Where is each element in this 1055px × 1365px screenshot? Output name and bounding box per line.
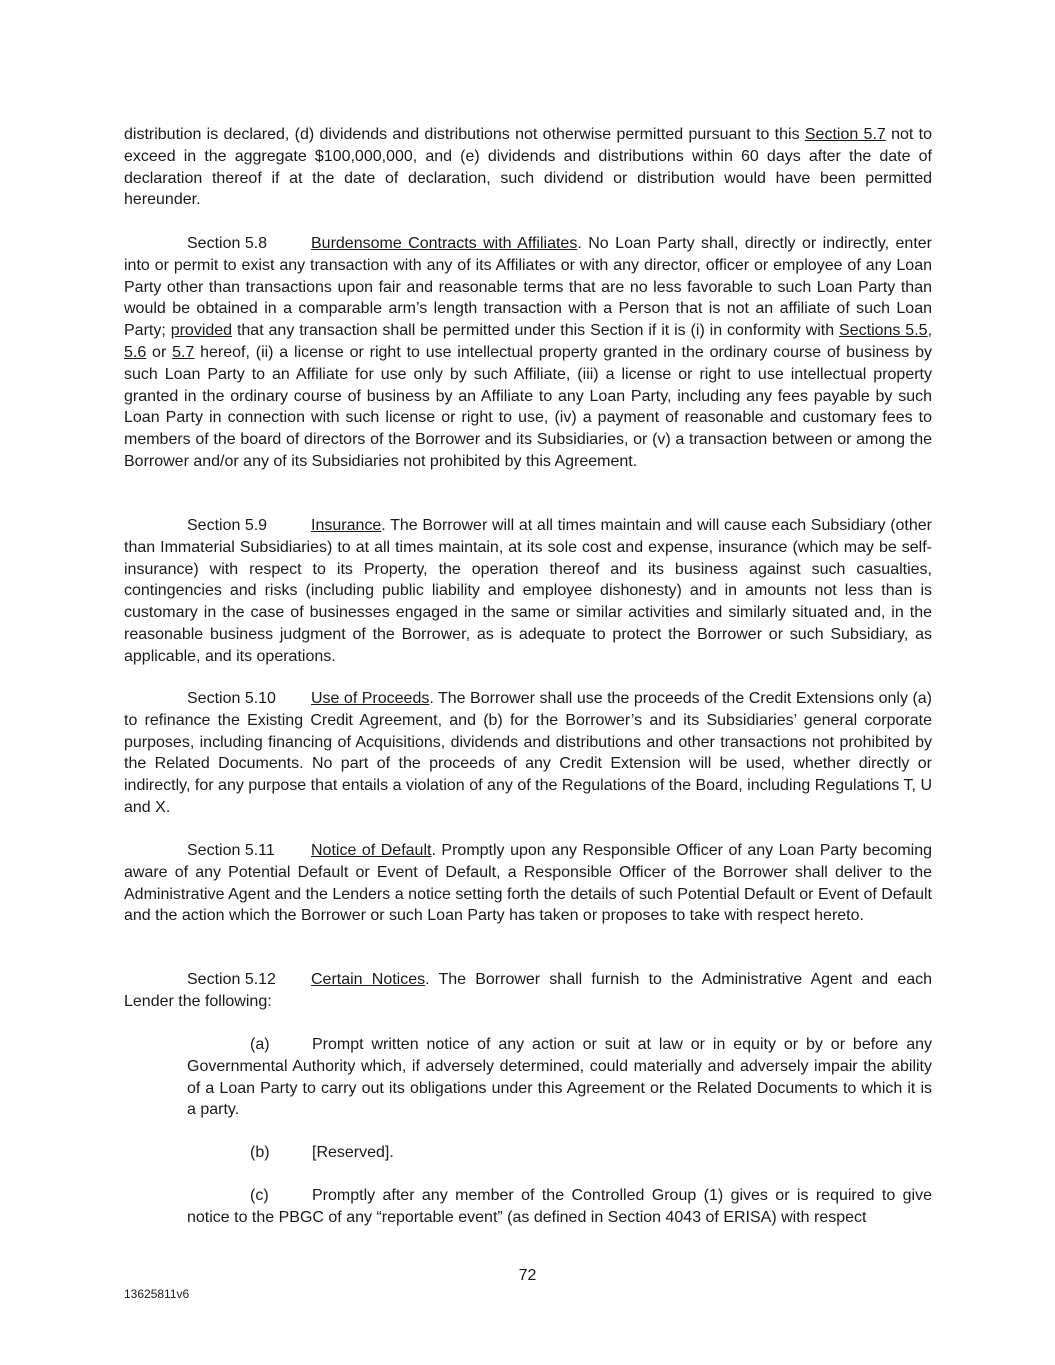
page-number: 72 [518,1267,537,1284]
section-reference: 5.7 [172,343,195,361]
provided-term: provided [170,322,233,340]
list-item-label: (a) [250,1036,270,1053]
section-5-12: Section 5.12 Certain Notices. The Borrower shall furnish to the Administrative Agent and each Lender the following: [124,971,933,1010]
section-title: Notice of Default [311,842,432,859]
section-5-9: Section 5.9 Insurance. The Borrower will at all times maintain and will cause each Subsidiary (other than Immaterial Subsidiaries) to at all times maintain, at its sole cost and expense, insurance (which may be self-insurance) with respect to its Property, the operation thereof and its business against such casualties, contingencies and risks (including public liability and employee dishonesty) and in amounts not less than is customary in the case of businesses engaged in the same or similar activities and similarly situated and, in the reasonable business judgment of the Borrower, as is adequate to protect the Borrower or such Subsidiary, as applicable, and its operations. [124,517,932,665]
section-number: Section 5.9 [187,517,268,534]
list-item-label: (c) [250,1187,269,1204]
section-5-8: Section 5.8 Burdensome Contracts with Affiliates. No Loan Party shall, directly or indirectly, enter into or permit to exist any transaction with any of its Affiliates or with any director, officer or employee of any Loan Party other than transactions upon fair and reasonable terms that are no less favorable to such Loan Party than would be obtained in a comparable arm’s length transaction with a Person that is not an affiliate of such Loan Party; provided that any transaction shall be permitted under this Section if it is (i) in conformity with Sections 5.5, 5.6 or 5.7 hereof, (ii) a license or right to use intellectual property granted in the ordinary course of business by such Loan Party to an Affiliate for use only by such Affiliate, (iii) a license or right to use intellectual property granted in the ordinary course of business by an Affiliate to any Loan Party, including any fees payable by such Loan Party in connection with such license or right to use, (iv) a payment of reasonable and customary fees to members of the board of directors of the Borrower and its Subsidiaries, or (v) a transaction between or among the Borrower and/or any of its Subsidiaries not prohibited by this Agreement. [124,235,933,470]
section-5-10: Section 5.10 Use of Proceeds. The Borrower shall use the proceeds of the Credit Extensions only (a) to refinance the Existing Credit Agreement, and (b) for the Borrower’s and its Subsidiaries’ general corporate purposes, including financing of Acquisitions, dividends and distributions and other transactions not prohibited by the Related Documents. No part of the proceeds of any Credit Extension will be used, whether directly or indirectly, for any purpose that entails a violation of any of the Regulations of the Board, including Regulations T, U and X. [124,690,932,816]
document-id: 13625811v6 [124,1287,190,1301]
section-reference: Section 5.7 [804,126,886,143]
section-reference: Sections 5.5 [839,322,928,340]
section-5-11: Section 5.11 Notice of Default. Promptly upon any Responsible Officer of any Loan Party becoming aware of any Potential Default or Event of Default, a Responsible Officer of the Borrower shall deliver to the Administrative Agent and the Lenders a notice setting forth the details of such Potential Default or Event of Default and the action which the Borrower or such Loan Party has taken or proposes to take with respect hereto. [124,842,933,925]
section-title: Insurance [311,517,382,534]
list-item-a: (a) Prompt written notice of any action or suit at law or in equity or by or before any Governmental Authority which, if adversely determined, could materially and adversely impair the ability of a Loan Party to carry out its obligations under this Agreement or the Related Documents to which it is a party. [187,1036,932,1119]
list-item-c: (c) Promptly after any member of the Controlled Group (1) gives or is required to give notice to the PBGC of any “reportable event” (as defined in Section 4043 of ERISA) with respect [187,1187,932,1226]
list-item-b: (b) [Reserved]. [187,1142,932,1164]
section-title: Use of Proceeds [311,690,430,707]
section-reference: 5.6 [124,343,147,361]
list-item-label: (b) [250,1144,270,1161]
paragraph-dividends-continuation: distribution is declared, (d) dividends and distributions not otherwise permitted pursuant to this Section 5.7 not to exceed in the aggregate $100,000,000, and (e) dividends and distributions within 60 days after the date of declaration thereof if at the date of declaration, such dividend or distribution would have been permitted hereunder. [124,126,932,209]
section-number: Section 5.8 [187,235,268,252]
section-title: Certain Notices [311,971,426,988]
section-number: Section 5.12 [187,971,276,988]
section-number: Section 5.10 [187,690,276,707]
section-number: Section 5.11 [187,842,275,859]
section-title: Burdensome Contracts with Affiliates [311,235,578,252]
